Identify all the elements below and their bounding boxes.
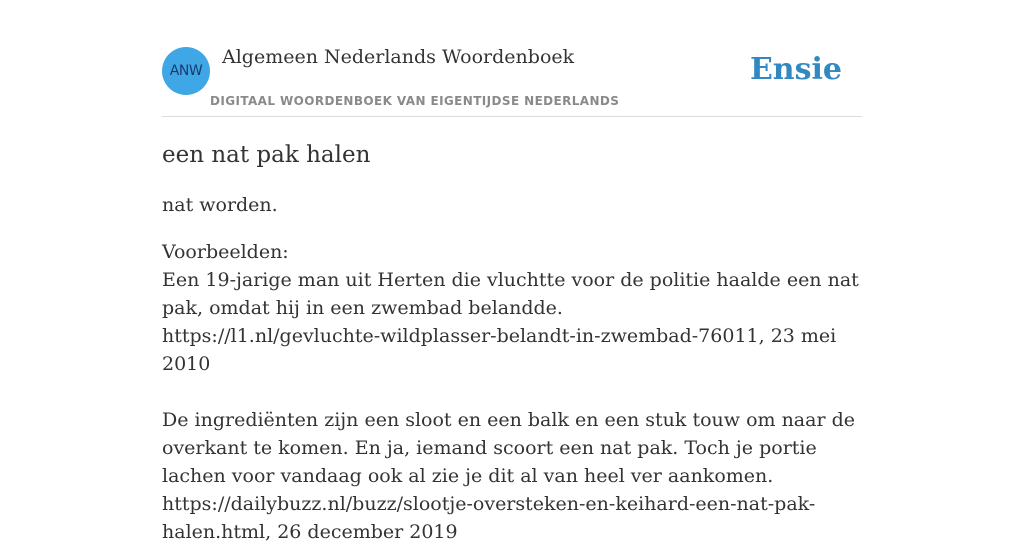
example-source: https://dailybuzz.nl/buzz/slootje-oversteken-en-keihard-een-nat-pak-halen.html, 26 december 2019 [162, 493, 816, 543]
examples-label: Voorbeelden: [162, 241, 289, 263]
example-source: https://l1.nl/gevluchte-wildplasser-belandt-in-zwembad-76011, 23 mei 2010 [162, 325, 837, 375]
site-title[interactable]: Algemeen Nederlands Woordenboek [222, 46, 575, 68]
entry-title: een nat pak halen [162, 142, 371, 168]
anw-logo[interactable]: ANW [162, 47, 210, 95]
site-subtitle: DIGITAAL WOORDENBOEK VAN EIGENTIJDSE NEDERLANDS [210, 94, 620, 108]
example-item [162, 266, 862, 378]
examples-section [162, 238, 862, 546]
example-text: De ingrediënten zijn een sloot en een balk en een stuk touw om naar de overkant te komen. En ja, iemand scoort een nat pak. Toch je portie lachen voor vandaag ook al zie je dit al van heel ver aankomen. [162, 409, 855, 487]
example-text: Een 19-jarige man uit Herten die vluchtte voor de politie haalde een nat pak, omdat hij in een zwembad belandde. [162, 269, 859, 319]
example-item [162, 406, 862, 546]
entry-content [162, 140, 862, 546]
entry-definition: nat worden. [162, 194, 278, 216]
ensie-logo-link[interactable]: Ensie [749, 52, 842, 87]
site-header [162, 0, 862, 117]
